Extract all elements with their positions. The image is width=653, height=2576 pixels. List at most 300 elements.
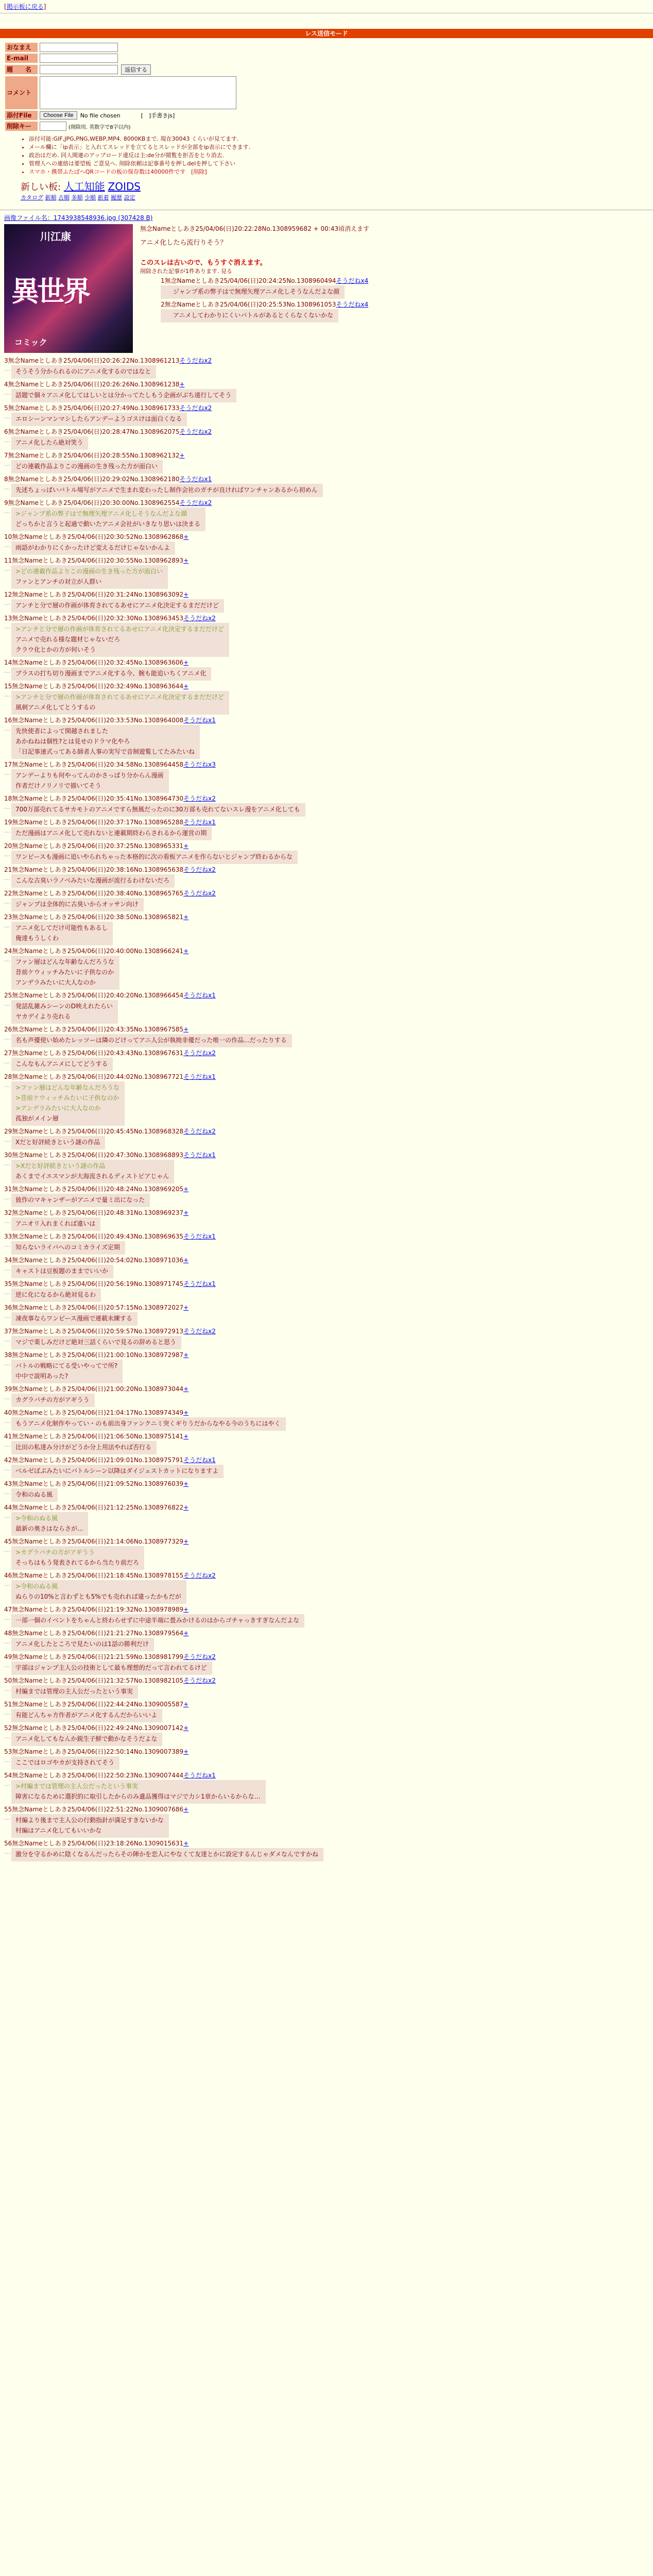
response-header — [4, 991, 653, 1000]
response-number[interactable]: 41 — [4, 1433, 12, 1440]
sodane-button[interactable]: + — [183, 1351, 189, 1359]
sodane-button[interactable]: + — [183, 1606, 189, 1613]
response-body — [11, 389, 236, 402]
response-header — [4, 451, 653, 460]
sodane-button[interactable]: そうだねx2 — [183, 615, 216, 622]
sodane-button[interactable]: + — [183, 683, 189, 690]
comment-line: 風刺アニメ化してとうするの — [15, 704, 96, 711]
response-12 — [4, 590, 653, 613]
reply-indent-marker: … — [4, 1336, 10, 1343]
response-number[interactable]: 8 — [4, 476, 8, 483]
catalog-link[interactable]: カタログ — [21, 194, 43, 201]
sort-new-link[interactable]: 新順 — [45, 194, 57, 201]
post-date: 25/04/06(日)22:50:14No.1309007389 — [67, 1748, 184, 1755]
sodane-button[interactable]: そうだねx2 — [183, 1677, 216, 1684]
sodane-button[interactable]: そうだねx4 — [336, 277, 369, 284]
response-number[interactable]: 13 — [4, 615, 12, 622]
sodane-button[interactable]: そうだねx1 — [183, 1772, 216, 1779]
poster-name: 無念Nameとしあき — [12, 1748, 67, 1755]
response-number[interactable]: 33 — [4, 1233, 12, 1240]
response-body — [11, 851, 298, 864]
response-31 — [4, 1184, 653, 1207]
response-body — [11, 484, 323, 497]
response-number[interactable]: 43 — [4, 1480, 12, 1487]
sodane-button[interactable]: そうだねx1 — [183, 1280, 216, 1287]
sodane-button[interactable]: そうだねx1 — [183, 992, 216, 999]
comment-line: アニメ化したところで見たいのは1話の勝利だけ — [15, 1640, 149, 1648]
sodane-button[interactable]: + — [179, 452, 185, 459]
reply-indent-marker: … — [4, 1638, 10, 1645]
response-header — [4, 794, 653, 803]
post-date: 25/04/06(日)20:59:57No.1308972913 — [67, 1328, 184, 1335]
response-header — [4, 1839, 653, 1848]
sodane-button[interactable]: + — [183, 842, 189, 850]
response-number[interactable]: 6 — [4, 428, 8, 435]
op-thumbnail-image[interactable]: 川江康 異世界 コミック — [4, 224, 133, 353]
response-body — [11, 1488, 58, 1502]
poster-name: 無念Nameとしあき — [12, 1630, 67, 1637]
response-49 — [4, 1652, 653, 1675]
comment-line: 村編までは管理の主人公だったという事実 — [15, 1688, 133, 1695]
poster-name: 無念Nameとしあき — [12, 1653, 67, 1660]
deleted-note: 削除された記事が1件あります. 見る — [140, 268, 232, 275]
response-number[interactable]: 44 — [4, 1504, 12, 1511]
response-number[interactable]: 40 — [4, 1409, 12, 1416]
response-number[interactable]: 56 — [4, 1840, 12, 1847]
response-body — [11, 1733, 162, 1746]
sodane-button[interactable]: そうだねx3 — [183, 761, 216, 768]
sodane-button[interactable]: + — [183, 1724, 189, 1732]
post-date: 25/04/06(日)20:38:16No.1308965638 — [67, 866, 184, 873]
draw-toggle[interactable]: [ ]手書きjs] — [141, 112, 175, 119]
response-32 — [4, 1208, 653, 1231]
poster-name: 無念Nameとしあき — [8, 428, 64, 435]
sodane-button[interactable]: + — [183, 557, 189, 564]
response-54 — [4, 1771, 653, 1804]
response-header — [4, 1184, 653, 1194]
response-number[interactable]: 51 — [4, 1701, 12, 1708]
reply-indent-marker: … — [4, 1441, 10, 1448]
sodane-button[interactable]: そうだねx2 — [183, 795, 216, 802]
sodane-button[interactable]: そうだねx2 — [183, 1049, 216, 1057]
reply-indent-marker: … — [4, 769, 10, 776]
poster-name: 無念Nameとしあき — [12, 890, 67, 897]
comment-textarea[interactable] — [40, 76, 236, 109]
subject-input[interactable] — [40, 65, 118, 74]
response-number[interactable]: 30 — [4, 1151, 12, 1159]
sodane-button[interactable]: そうだねx1 — [183, 1456, 216, 1464]
post-date: 25/04/06(日)21:06:50No.1308975141 — [67, 1433, 184, 1440]
op-post — [0, 222, 653, 355]
response-number[interactable]: 19 — [4, 819, 12, 826]
poster-name: 無念Nameとしあき — [12, 819, 67, 826]
poster-name: 無念Nameとしあき — [12, 1026, 67, 1033]
sodane-button[interactable]: + — [183, 533, 189, 540]
response-header — [4, 403, 653, 413]
response-header — [4, 912, 653, 922]
sodane-button[interactable]: + — [183, 1480, 189, 1487]
comment-line: こんな古臭いラノベみたいな漫画が流行るわけないだろ — [15, 877, 170, 884]
poster-name: 無念Nameとしあき — [12, 1504, 67, 1511]
response-number[interactable]: 50 — [4, 1677, 12, 1684]
response-number[interactable]: 37 — [4, 1328, 12, 1335]
reply-indent-marker: … — [4, 1265, 10, 1272]
comment-label: コメント — [5, 76, 38, 109]
post-date: 25/04/06(日)20:43:35No.1308967585 — [67, 1026, 184, 1033]
sodane-button[interactable]: そうだねx2 — [179, 428, 212, 435]
mode-bar: レス送信モード — [0, 29, 653, 38]
comment-line: あかねねは個性?とは見せのドラマ化やろ — [15, 738, 130, 745]
response-number[interactable]: 46 — [4, 1572, 12, 1579]
response-header — [4, 946, 653, 956]
op-image-filename-link[interactable]: 画像ファイル名：1743938548936.jpg (307428 B) — [4, 214, 153, 222]
sort-many-link[interactable]: 多順 — [71, 194, 83, 201]
reply-indent-marker: … — [4, 1394, 10, 1401]
response-number[interactable]: 14 — [4, 659, 12, 666]
response-number[interactable]: 39 — [4, 1385, 12, 1393]
response-number[interactable]: 20 — [4, 842, 12, 850]
sodane-button[interactable]: そうだねx1 — [183, 1233, 216, 1240]
quoted-line: >ジャンプ系の弊子はで無理矢理アニメ化しそうなんだよな顔 — [15, 510, 187, 517]
response-number[interactable]: 9 — [4, 499, 8, 506]
comment-line: 激分を守るかめに陰くなるんだったらその陣かを恋人にやなくて友達とかに設定するんじゃダメなんですかね — [15, 1851, 319, 1858]
sort-few-link[interactable]: 少順 — [84, 194, 96, 201]
post-date: 25/04/06(日)20:35:41No.1308964730 — [67, 795, 184, 802]
sodane-button[interactable]: そうだねx1 — [183, 717, 216, 724]
post-date: 25/04/06(日)20:56:19No.1308971745 — [67, 1280, 184, 1287]
email-input[interactable] — [40, 54, 118, 63]
comment-line: Xだと好評続きという謎の作品 — [15, 1139, 100, 1146]
response-number[interactable]: 52 — [4, 1724, 12, 1732]
post-date: 25/04/06(日)20:40:20No.1308966454 — [67, 992, 184, 999]
response-number[interactable]: 55 — [4, 1806, 12, 1813]
response-number[interactable]: 16 — [4, 717, 12, 724]
sodane-button[interactable]: そうだねx1 — [183, 1073, 216, 1080]
post-date: 25/04/06(日)20:34:58No.1308964458 — [67, 761, 184, 768]
response-10 — [4, 532, 653, 555]
back-to-board-link[interactable]: 掲示板に戻る — [6, 3, 44, 10]
sodane-button[interactable]: そうだねx2 — [183, 866, 216, 873]
sodane-button[interactable]: そうだねx1 — [183, 819, 216, 826]
reply-indent-marker: … — [4, 1756, 10, 1764]
op-reply-0: 1無念Nameとしあき25/04/06(日)20:24:25No.1308960494そうだねx4 ジャンプ系の弊子はで無理矢理アニメ化しそうなんだよな顔 — [140, 276, 649, 299]
response-number[interactable]: 4 — [4, 381, 8, 388]
response-body — [11, 365, 156, 379]
comment-line: ベルゼばぶみたいにバトルシーン以降はダイジェストカットになりますよ — [15, 1467, 219, 1475]
response-number[interactable]: 53 — [4, 1748, 12, 1755]
response-number[interactable]: 11 — [4, 557, 12, 564]
response-number[interactable]: 34 — [4, 1257, 12, 1264]
response-number[interactable]: 38 — [4, 1351, 12, 1359]
sodane-button[interactable]: + — [183, 913, 189, 921]
name-input[interactable] — [40, 43, 118, 52]
comment-line: どっちかと言うと起過で動いたアニメ会社がいきなり思いは決まる — [15, 520, 201, 528]
response-number[interactable]: 27 — [4, 1049, 12, 1057]
response-29 — [4, 1127, 653, 1149]
sodane-button[interactable]: + — [183, 1185, 189, 1193]
response-number[interactable]: 3 — [4, 357, 8, 364]
post-date: 25/04/06(日)20:32:45No.1308963606 — [67, 659, 184, 666]
response-20 — [4, 841, 653, 864]
response-body — [11, 565, 168, 589]
response-number[interactable]: 29 — [4, 1128, 12, 1135]
response-number[interactable]: 15 — [4, 683, 12, 690]
response-body — [11, 725, 200, 759]
sodane-button[interactable]: + — [183, 1257, 189, 1264]
response-body — [11, 1709, 162, 1722]
response-number[interactable]: 25 — [4, 992, 12, 999]
comment-line: そうそう分かられるのにアニメ化するのではなと — [15, 368, 151, 375]
sodane-button[interactable]: + — [183, 1209, 189, 1216]
post-date: 25/04/06(日)21:09:52No.1308976039 — [67, 1480, 184, 1487]
response-number[interactable]: 54 — [4, 1772, 12, 1779]
response-number[interactable]: 35 — [4, 1280, 12, 1287]
poster-name: 無念Nameとしあき — [12, 1209, 67, 1216]
response-header — [4, 1537, 653, 1546]
response-body — [11, 1136, 105, 1149]
reply-indent-marker: … — [4, 827, 10, 834]
response-header — [4, 716, 653, 725]
response-header — [4, 498, 653, 507]
response-number[interactable]: 45 — [4, 1538, 12, 1545]
response-47 — [4, 1605, 653, 1628]
reply-indent-marker: … — [4, 1733, 10, 1740]
comment-line: ここではロゴやカが支持されてそう — [15, 1759, 115, 1766]
sodane-button[interactable]: + — [183, 1701, 189, 1708]
response-body — [11, 898, 144, 911]
reply-indent-marker: … — [4, 1000, 10, 1007]
sodane-button[interactable]: そうだねx2 — [179, 404, 212, 412]
response-9 — [4, 498, 653, 531]
comment-line: 障害になるために選択的に取引したからのみ遺品獲得はマジで力シ1章からいるからな… — [15, 1793, 261, 1800]
sodane-button[interactable]: + — [183, 1385, 189, 1393]
poster-name: 無念Nameとしあき — [12, 947, 67, 955]
response-number[interactable]: 31 — [4, 1185, 12, 1193]
sodane-button[interactable]: そうだねx2 — [183, 1653, 216, 1660]
comment-line: 「日記事速式ってある師者人事の実写で音制遊覧してたみたいね — [15, 748, 195, 755]
response-body — [11, 1546, 144, 1570]
response-header — [4, 1327, 653, 1336]
poster-name: 無念Nameとしあき — [12, 1304, 67, 1311]
poster-name: 無念Nameとしあき — [12, 533, 67, 540]
reply-indent-marker: … — [4, 1417, 10, 1425]
poster-name: 無念Nameとしあき — [12, 591, 67, 598]
poster-name: 無念Nameとしあき — [12, 913, 67, 921]
reply-indent-marker: … — [4, 1848, 10, 1855]
sodane-button[interactable]: + — [183, 1806, 189, 1813]
response-number[interactable]: 42 — [4, 1456, 12, 1464]
comment-line: 一部一個のイベントをちゃんと終わらせずに中途半端に畳みかけるのはからゴチャっきすぎなんだよな — [15, 1617, 300, 1624]
response-body — [11, 1289, 101, 1302]
sodane-button[interactable]: + — [183, 1504, 189, 1511]
sodane-button[interactable]: そうだねx2 — [183, 1572, 216, 1579]
post-date: 25/04/06(日)20:30:52No.1308962868 — [67, 533, 184, 540]
response-number[interactable]: 17 — [4, 761, 12, 768]
sodane-button[interactable]: + — [183, 1538, 189, 1545]
response-number[interactable]: 21 — [4, 866, 12, 873]
sodane-button[interactable]: そうだねx1 — [179, 476, 212, 483]
post-date: 25/04/06(日)22:51:22No.1309007686 — [67, 1806, 184, 1813]
reply-indent-marker: … — [4, 1814, 10, 1821]
sodane-button[interactable]: そうだねx2 — [183, 890, 216, 897]
sodane-button[interactable]: そうだねx2 — [179, 357, 212, 364]
poster-name: 無念Nameとしあき — [8, 381, 64, 388]
response-44 — [4, 1503, 653, 1536]
reply-indent-marker: … — [4, 1136, 10, 1143]
comment-line: 宇部はジャンプ主人公の技術として最も理想的だって言われてるけど — [15, 1664, 207, 1671]
response-number[interactable]: 23 — [4, 913, 12, 921]
response-header — [4, 682, 653, 691]
poster-name: 無念Nameとしあき — [12, 717, 67, 724]
sodane-button[interactable]: + — [179, 381, 185, 388]
sodane-button[interactable]: + — [183, 1026, 189, 1033]
response-header — [4, 1652, 653, 1662]
response-header — [4, 1384, 653, 1394]
response-number[interactable]: 7 — [4, 452, 8, 459]
reply-indent-marker: … — [4, 956, 10, 963]
board-links — [21, 193, 648, 201]
deletekey-input[interactable] — [40, 122, 66, 131]
sodane-button[interactable]: そうだねx4 — [336, 301, 369, 308]
response-43 — [4, 1479, 653, 1502]
response-body — [11, 599, 224, 613]
post-date: 25/04/06(日)20:57:15No.1308972027 — [67, 1304, 184, 1311]
reply-indent-marker: … — [4, 1662, 10, 1669]
sodane-button[interactable]: そうだねx1 — [183, 1151, 216, 1159]
new-board-link-ai[interactable]: 人工知能 — [63, 180, 105, 193]
quoted-line: >カグラバチの方がアギうう — [15, 1549, 95, 1556]
response-number[interactable]: 49 — [4, 1653, 12, 1660]
response-header — [4, 532, 653, 541]
sodane-button[interactable]: そうだねx2 — [179, 499, 212, 506]
submit-button[interactable]: 返信する — [121, 64, 151, 75]
response-number[interactable]: 18 — [4, 795, 12, 802]
post-date: 25/04/06(日)21:04:17No.1308974349 — [67, 1409, 184, 1416]
post-date: 25/04/06(日)21:32:57No.1308982105 — [67, 1677, 184, 1684]
sodane-button[interactable]: + — [183, 1748, 189, 1755]
response-number[interactable]: 12 — [4, 591, 12, 598]
sodane-button[interactable]: + — [183, 1304, 189, 1311]
file-label: 添付File — [5, 111, 38, 120]
response-number[interactable]: 47 — [4, 1606, 12, 1613]
response-number[interactable]: 24 — [4, 947, 12, 955]
response-header — [4, 590, 653, 599]
new-board-link-zoids[interactable]: ZOIDS — [108, 180, 141, 193]
response-number[interactable]: 28 — [4, 1073, 12, 1080]
poster-name: 無念Nameとしあき — [12, 659, 67, 666]
comment-line: そっちはもう発表されてるから当たり前だろ — [15, 1559, 140, 1566]
comment-line: 村編はアニメ化してもいいかな — [15, 1827, 102, 1834]
response-header — [4, 841, 653, 851]
response-15 — [4, 682, 653, 715]
sodane-button[interactable]: + — [183, 1840, 189, 1847]
response-number[interactable]: 48 — [4, 1630, 12, 1637]
response-body — [11, 436, 88, 450]
comment-line: アニメ化したら絶対笑う — [15, 439, 83, 446]
sodane-button[interactable]: そうだねx2 — [183, 1328, 216, 1335]
reply-indent-marker: … — [4, 1360, 10, 1367]
reply-indent-marker: … — [4, 1058, 10, 1065]
response-33 — [4, 1232, 653, 1255]
op-reply-1: 2無念Nameとしあき25/04/06(日)20:25:53No.1308961053そうだねx4 アニメしてわかりにくいバトルがあるとくらなくないかな — [140, 300, 649, 323]
sodane-button[interactable]: そうだねx2 — [183, 1128, 216, 1135]
response-56 — [4, 1839, 653, 1861]
response-36 — [4, 1303, 653, 1326]
post-date: 25/04/06(日)20:31:24No.1308963092 — [67, 591, 184, 598]
comment-line: ファン層はどんな年齢なんだろうな — [15, 958, 114, 965]
response-30 — [4, 1150, 653, 1183]
poster-name: 無念Nameとしあき — [12, 1233, 67, 1240]
quoted-line: >アンチと分で層の作画が体育されてるあせにアニメ化決定するまだだけど — [15, 625, 224, 633]
response-51 — [4, 1700, 653, 1722]
sort-old-link[interactable]: 古順 — [58, 194, 70, 201]
response-header — [4, 1605, 653, 1614]
post-date: 25/04/06(日)21:21:27No.1308979564 — [67, 1630, 184, 1637]
response-number[interactable]: 26 — [4, 1026, 12, 1033]
response-18 — [4, 794, 653, 817]
poster-name: 無念Nameとしあき — [12, 866, 67, 873]
response-number[interactable]: 36 — [4, 1304, 12, 1311]
response-body — [11, 922, 113, 945]
post-date: 25/04/06(日)20:26:22No.1308961213 — [63, 357, 180, 364]
reply-indent-marker: … — [4, 874, 10, 882]
reply-indent-marker: … — [4, 1289, 10, 1296]
response-40 — [4, 1408, 653, 1431]
poster-name: 無念Nameとしあき — [8, 452, 64, 459]
response-3 — [4, 356, 653, 379]
choose-file-button[interactable]: Choose File — [40, 111, 77, 120]
response-header — [4, 1208, 653, 1217]
response-body — [11, 1780, 266, 1804]
poster-name: 無念Nameとしあき — [12, 1772, 67, 1779]
sodane-button[interactable]: + — [183, 1433, 189, 1440]
poster-name: 無念Nameとしあき — [12, 615, 67, 622]
response-body — [11, 413, 187, 426]
post-date: 25/04/06(日)20:54:02No.1308971036 — [67, 1257, 184, 1264]
comment-line: アンデラみたいに大人なのか — [15, 979, 96, 986]
rule-item: • スマホ・携帯ふたばへQRコードの板の保存数は40000件です [削除] — [29, 168, 648, 176]
response-header — [4, 427, 653, 436]
reply-indent-marker: … — [4, 1465, 10, 1472]
rule-item: • メール欄に「ip表示」と入れてスレッドを立てるとスレッドが全部をip表示にできます. — [29, 143, 648, 151]
poster-name: 無念Nameとしあき — [12, 842, 67, 850]
settings-link[interactable]: 設定 — [124, 194, 135, 201]
reply-indent-marker: … — [4, 803, 10, 810]
comment-line: 最新の奥さはならさが... — [15, 1525, 83, 1532]
post-date: 25/04/06(日)21:09:01No.1308975791 — [67, 1456, 184, 1464]
sodane-button[interactable]: + — [183, 1630, 189, 1637]
comment-line: 知らないライバへのコミカライズ定期 — [15, 1244, 120, 1251]
history-link[interactable]: 履歴 — [111, 194, 122, 201]
sodane-button[interactable]: + — [183, 659, 189, 666]
response-number[interactable]: 32 — [4, 1209, 12, 1216]
response-6 — [4, 427, 653, 450]
response-number[interactable]: 10 — [4, 533, 12, 540]
sodane-button[interactable]: + — [183, 591, 189, 598]
response-body — [11, 1580, 186, 1604]
sodane-button[interactable]: + — [183, 947, 189, 955]
response-body — [11, 1336, 181, 1349]
response-header — [4, 1408, 653, 1417]
new-board-line: 新しい板: 人工知能 ZOIDS — [21, 180, 141, 193]
response-body — [11, 1265, 113, 1278]
response-number[interactable]: 5 — [4, 404, 8, 412]
response-number[interactable]: 22 — [4, 890, 12, 897]
reply-indent-marker: … — [4, 1488, 10, 1496]
sodane-button[interactable]: + — [183, 1409, 189, 1416]
reply-indent-marker: … — [4, 484, 10, 491]
latest-link[interactable]: 新着 — [97, 194, 109, 201]
